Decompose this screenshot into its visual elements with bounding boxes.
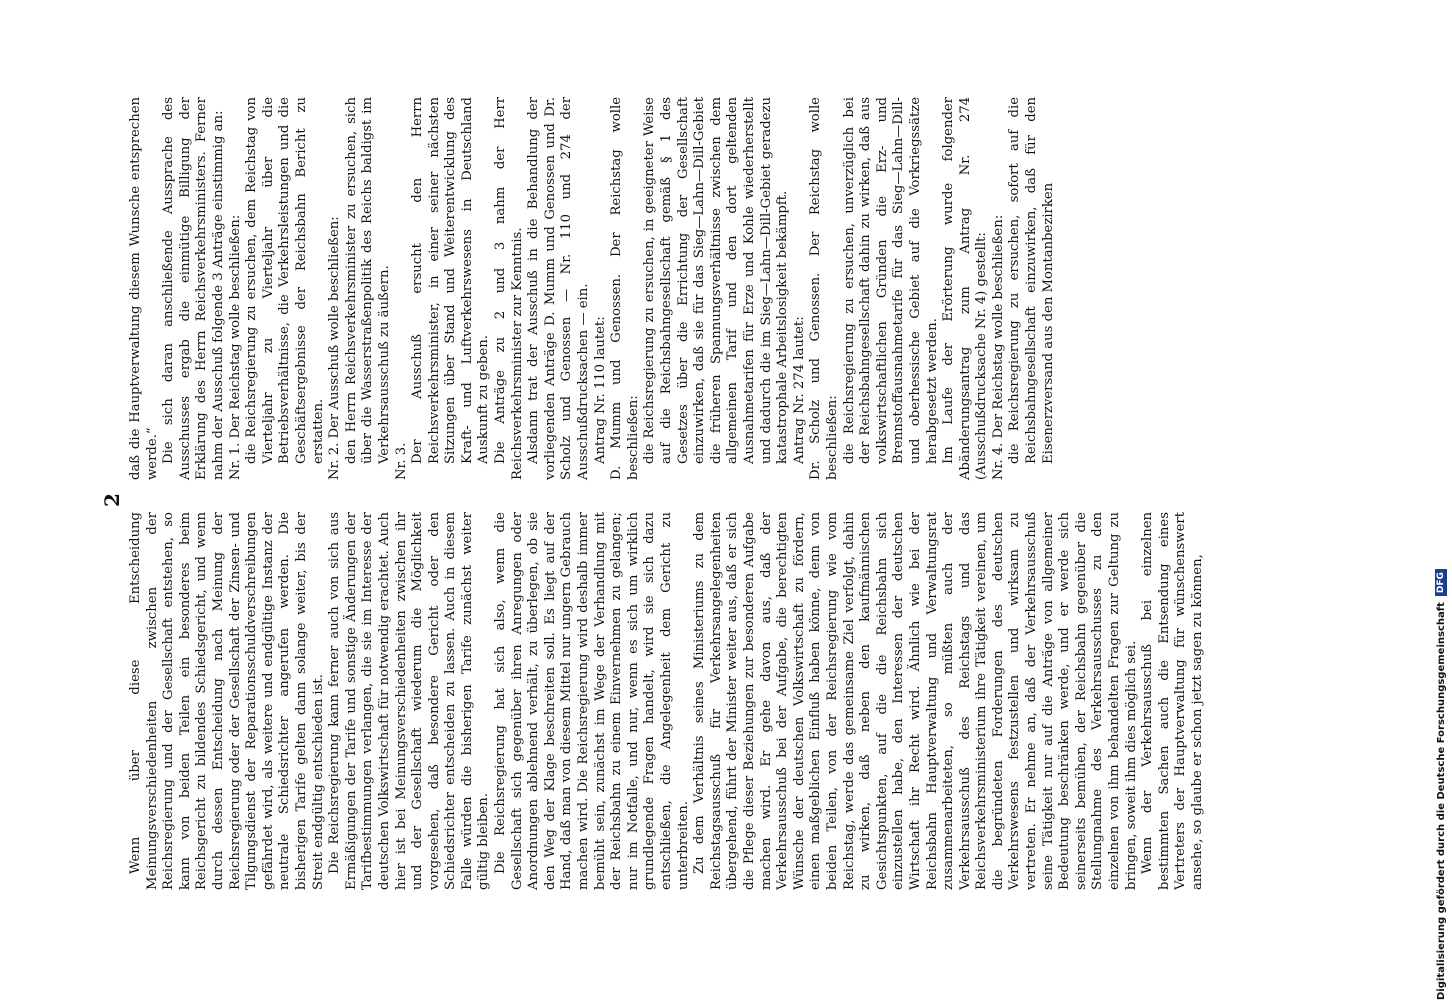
paragraph: Wenn über diese Entscheidung Meinungsverschiedenheiten zwischen der Reichsregierung und der Gesellschaft entstehen, so kann von beiden Teilen ein besonderes beim Reichsgericht zu bildendes Schiedsgericht, und wenn durch dessen Entscheidung nach Meinung der Reichsregierung oder der Gesellschaft der Zinsen- und Tilgungsdienst der Reparationsschuldverschreibungen gefährdet wird, als weitere und endgültige Instanz der neutrale Schiedsrichter angerufen werden. Die bisherigen Tarife gelten dann solange weiter, bis der Streit endgültig entschieden ist. xyxy=(128,512,326,890)
paragraph: Im Laufe der Erörterung wurde folgender Abänderungsantrag zum Antrag Nr. 274 (Ausschußdrucksache Nr. 4) gestellt: xyxy=(941,97,990,480)
motion-heading: Nr. 4. Der Reichstag wolle beschließen: xyxy=(990,214,1006,480)
paragraph: Wenn der Verkehrsausschuß bei einzelnen bestimmten Sachen auch die Entsendung eines Vertreters der Hauptverwaltung für wünschenswert ansehe, so glaube er schon jetzt sagen zu können, xyxy=(1140,512,1205,890)
motion-heading: Nr. 1. Der Reichstag wolle beschließen: xyxy=(227,214,243,480)
paragraph: Antrag Nr. 110 lautet: xyxy=(592,316,608,464)
right-text-column xyxy=(128,97,1057,480)
motion-text: den Herrn Reichsverkehrsminister zu ersuchen, sich über die Wasserstraßenpolitik des Reichs baldigst im Verkehrsausschuß zu äußern. xyxy=(343,97,392,464)
paragraph: daß die Hauptverwaltung diesem Wunsche entsprechen werde.“ xyxy=(128,97,160,480)
paragraph: Dr. Scholz und Genossen. Der Reichstag wolle beschließen: xyxy=(808,97,840,480)
dfg-logo: DFG xyxy=(1435,569,1447,596)
paragraph: Zu dem Verhältnis seines Ministeriums zu dem Reichstagsausschuß für Verkehrsangelegenheiten übergehend, führt der Minister weiter aus, daß er sich die Pflege dieser Beziehungen zur besonderen Aufgabe machen wird. Er gehe davon aus, daß der Verkehrsausschuß bei der Aufgabe, die berechtigten Wünsche der deutschen Volkswirtschaft zu fördern, einen maßgeblichen Einfluß haben könne, denn von beiden Teilen, von der Reichsregierung wie vom Reichstag, werde das gemeinsame Ziel verfolgt, dahin zu wirken, daß neben den kaufmännischen Gesichtspunkten, auf die die Reichsbahn sich einzustellen habe, den Interessen der deutschen Wirtschaft ihr Recht wird. Ähnlich wie bei der Reichsbahn Hauptverwaltung und Verwaltungsrat zusammenarbeiteten, so müßten auch der Verkehrsausschuß des Reichstags und das Reichsverkehrsministerium ihre Tätigkeit vereinen, um die begründeten Forderungen des deutschen Verkehrswesens festzustellen und wirksam zu vertreten. Er nehme an, daß der Verkehrsausschuß seine Tätigkeit nur auf die Anträge von allgemeiner Bedeutung beschränken werde, und er werde sich seinerseits bemühen, der Reichsbahn gegenüber die Stellungnahme des Verkehrsausschusses zu den einzelnen von ihm behandelten Fragen zur Geltung zu bringen, soweit ihm dies möglich sei. xyxy=(692,512,1139,890)
motion-text: die Reichsregierung zu ersuchen, dem Reichstag von Vierteljahr zu Vierteljahr über die Betriebsverhältnisse, die Verkehrsleistungen und die Geschäftsergebnisse der Reichsbahn Bericht zu erstatten. xyxy=(244,97,326,464)
motion-text: die Reichsregierung zu ersuchen, unverzüglich bei der Reichsbahngesellschaft dahin zu wirken, daß aus volkswirtschaftlichen Gründen die Erz- und Brennstoffausnahmetarife für das Sieg—Lahn—Dill- und oberhessische Gebiet auf die Vorkriegssätze herabgesetzt werden. xyxy=(841,97,940,464)
paragraph: Die Anträge zu 2 und 3 nahm der Herr Reichsverkehrsminister zur Kenntnis. xyxy=(493,97,525,480)
credit-text: Digitalisierung gefördert durch die Deutsche Forschungsgemeinschaft xyxy=(1435,602,1447,1000)
page-number: 2 xyxy=(100,493,124,507)
paragraph: Die sich daran anschließende Aussprache des Ausschusses ergab die einmütige Billigung der Erklärung des Herrn Reichsverkehrsministers. Ferner nahm der Ausschuß folgende 3 Anträge einstimmig an: xyxy=(161,97,226,480)
motion-text: Der Ausschuß ersucht den Herrn Reichsverkehrsminister, in einer seiner nächsten Sitzungen über Stand und Weiterentwicklung des Kraft- und Luftverkehrswesens in Deutschland Auskunft zu geben. xyxy=(410,97,492,464)
motion-heading: Nr. 3. xyxy=(393,442,409,480)
paragraph: Die Reichsregierung kann ferner auch von sich aus Ermäßigungen der Tarife und sonstige Änderungen der Tarifbestimmungen verlangen, die sie im Interesse der deutschen Volkswirtschaft für notwendig erachtet. Auch hier ist bei Meinungsverschiedenheiten zwischen ihr und der Gesellschaft wiederum die Möglichkeit vorgesehen, daß besondere Gericht oder den Schiedsrichter entscheiden zu lassen. Auch in diesem Falle würden die bisherigen Tarife zunächst weiter gültig bleiben. xyxy=(327,512,492,890)
paragraph: Die Reichsregierung hat sich also, wenn die Gesellschaft sich gegenüber ihren Anregungen oder Anordnungen ablehnend verhält, zu überlegen, ob sie den Weg der Klage beschreiten soll. Es liegt auf der Hand, daß man von diesem Mittel nur ungern Gebrauch machen wird. Die Reichsregierung wird deshalb immer bemüht sein, zunächst im Wege der Verhandlung mit der Reichsbahn zu einem Einvernehmen zu gelangen; nur im Notfalle, und nur, wenn es sich um wirklich grundlegende Fragen handelt, wird sie sich dazu entschließen, die Angelegenheit dem Gericht zu unterbreiten. xyxy=(493,512,691,890)
motion-heading: Nr. 2. Der Ausschuß wolle beschließen: xyxy=(327,216,343,480)
paragraph: Alsdann trat der Ausschuß in die Behandlung der vorliegenden Anträge D. Mumm und Genossen und Dr. Scholz und Genossen — Nr. 110 und 274 der Ausschußdrucksachen — ein. xyxy=(526,97,592,480)
paragraph: Antrag Nr. 274 lautet: xyxy=(791,316,807,464)
paragraph: D. Mumm und Genossen. Der Reichstag wolle beschließen: xyxy=(609,97,641,480)
motion-text: die Reichsregierung zu ersuchen, in geeigneter Weise auf die Reichsbahngesellschaft gemäß § 1 des Gesetzes über die Errichtung der Gesellschaft einzuwirken, daß sie für das Sieg—Lahn—Dill-Gebiet die früheren Spannungsverhältnisse zwischen dem allgemeinen Tarif und den dort geltenden Ausnahmetarifen für Erze und Kohle wiederherstellt und dadurch die im Sieg—Lahn—Dill-Gebiet geradezu katastrophale Arbeitslosigkeit bekämpft. xyxy=(642,97,791,464)
digitization-credit xyxy=(1408,0,1447,1000)
motion-text: die Reichsregierung zu ersuchen, sofort auf die Reichsbahngesellschaft einzuwirken, daß für den Eisenerzversand aus den Montanbezirken xyxy=(1007,97,1056,464)
left-text-column xyxy=(128,512,1207,890)
